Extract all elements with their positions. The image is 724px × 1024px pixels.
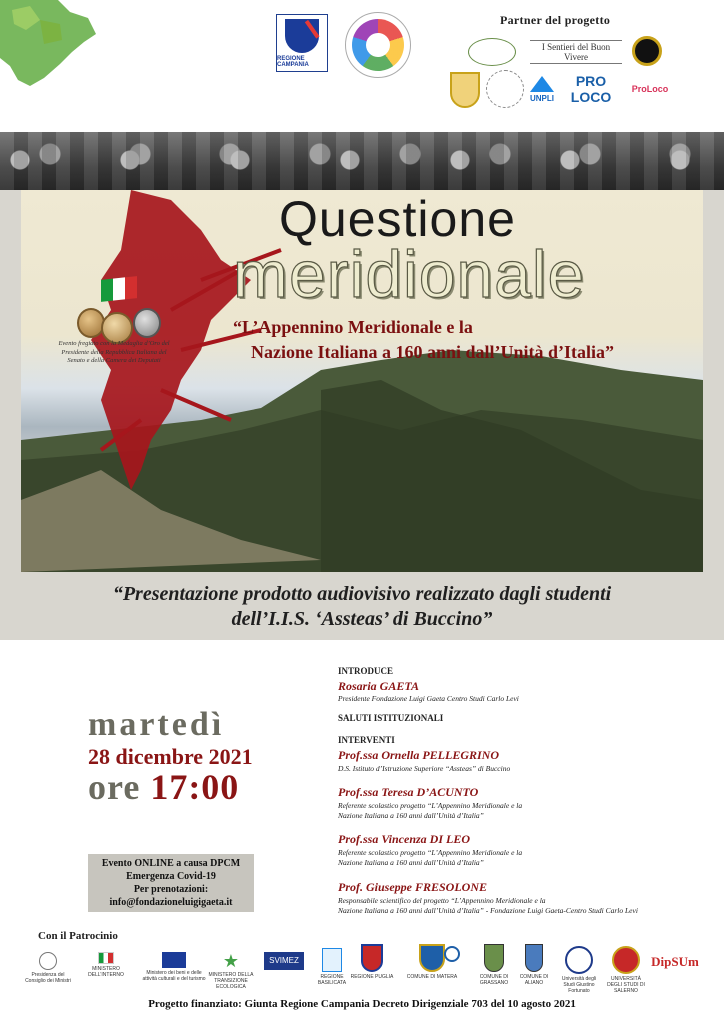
- event-time: ore 17:00: [88, 767, 240, 807]
- unisa-seal: UNIVERSITÀ DEGLI STUDI DI SALERNO: [604, 946, 648, 994]
- unesco-logo: [440, 946, 464, 964]
- unesco-icon: [444, 946, 460, 962]
- star-icon: ★: [222, 951, 240, 971]
- shield-icon: [285, 19, 319, 53]
- speaker-role: Nazione Italiana a 160 anni dall’Unità d’Italia”: [338, 811, 484, 820]
- circular-logo: [486, 70, 524, 108]
- medals-group: [77, 278, 169, 344]
- banner-image: [21, 190, 703, 572]
- saluti-label: SALUTI ISTITUZIONALI: [338, 713, 444, 723]
- quote-line-1: “L’Appennino Meridionale e la: [233, 317, 473, 337]
- gold-badge-logo: [632, 36, 662, 66]
- proloco-logo: PRO LOCO: [570, 73, 612, 105]
- unifortunato-seal: Università degli Studi Giustino Fortunato: [556, 946, 602, 994]
- speaker-name: Prof. Giuseppe FRESOLONE: [338, 880, 488, 894]
- emblem-icon: [39, 952, 57, 970]
- dipsum-logo: DipSUm: [651, 954, 699, 969]
- speaker-name: Prof.ssa Teresa D’ACUNTO: [338, 785, 479, 799]
- transizione-ecologica-logo: ★ MINISTERO DELLA TRANSIZIONE ECOLOGICA: [208, 951, 254, 990]
- unpli-logo: UNPLI: [527, 72, 557, 106]
- basilicata-logo: REGIONE BASILICATA: [314, 948, 350, 986]
- introduce-name: Rosaria GAETA: [338, 679, 420, 693]
- basilicata-icon: [322, 948, 342, 972]
- mibact-icon: [162, 952, 186, 968]
- seal-icon: [612, 946, 640, 974]
- presidenza-emblem: Presidenza del Consiglio dei Ministri: [22, 952, 74, 984]
- speaker-role: D.S. Istituto d’Istruzione Superiore “Assteas” di Buccino: [338, 764, 511, 773]
- medal-caption: Evento fregiato con la Medaglia d’Oro del Presidente della Repubblica Italiana del Senato e della Camera dei Deputati: [58, 340, 170, 364]
- crest-icon: [525, 944, 543, 972]
- interventi-label: INTERVENTI: [338, 735, 395, 745]
- olive-branch-logo: [468, 38, 516, 66]
- fondazione-luigi-gaeta-logo: [345, 12, 411, 78]
- main-panel: [0, 190, 724, 640]
- grassano-crest: COMUNE DI GRASSANO: [474, 944, 514, 986]
- matera-logo: COMUNE DI MATERA: [406, 944, 458, 980]
- sentieri-logo: I Sentieri del Buon Vivere: [530, 40, 622, 64]
- ministero-interno-logo: MINISTERO DELL’INTERNO: [74, 952, 138, 978]
- speaker-name: Prof.ssa Ornella PELLEGRINO: [338, 748, 500, 762]
- proloco-buccino-logo: ProLoco: [631, 84, 669, 94]
- event-info: [0, 640, 724, 920]
- speaker-role: Nazione Italiana a 160 anni dall’Unità d’Italia” - Fondazione Luigi Gaeta-Centro Studi Carlo Levi: [338, 906, 638, 915]
- italian-flag-icon: [98, 952, 114, 964]
- partner-title: Partner del progetto: [500, 13, 611, 27]
- speaker-role: Referente scolastico progetto “L’Appennino Meridionale e la: [338, 801, 523, 810]
- online-notice: Evento ONLINE a causa DPCM Emergenza Covid-19 Per prenotazioni: info@fondazioneluigigaeta.it: [88, 854, 254, 912]
- svimez-icon: SVIMEZ: [264, 952, 304, 970]
- seal-icon: [565, 946, 593, 974]
- aliano-crest: COMUNE DI ALIANO: [516, 944, 552, 986]
- event-date: 28 dicembre 2021: [88, 744, 253, 769]
- svimez-logo: [256, 952, 312, 972]
- title-meridionale: meridionale: [233, 237, 586, 311]
- mibact-logo: Ministero dei beni e delle attività culturali e del turismo: [142, 952, 206, 982]
- event-day: martedì: [88, 706, 225, 743]
- puglia-shield-icon: [361, 944, 383, 972]
- speaker-role: Nazione Italiana a 160 anni dall’Unità d’Italia”: [338, 858, 484, 867]
- medal-icon: [133, 308, 161, 338]
- crest-icon: [484, 944, 504, 972]
- header: [0, 0, 724, 132]
- historical-faces-strip: [0, 132, 724, 190]
- footer-funding: Progetto finanziato: Giunta Regione Campania Decreto Dirigenziale 703 del 10 agosto 2021: [148, 998, 576, 1010]
- speaker-role: Referente scolastico progetto “L’Appennino Meridionale e la: [338, 848, 523, 857]
- town-crest-logo: [450, 72, 480, 108]
- patrocinio-title: Con il Patrocinio: [38, 930, 118, 942]
- introduce-label: INTRODUCE: [338, 666, 394, 676]
- regione-campania-logo: REGIONE CAMPANIA: [276, 14, 328, 72]
- speaker-name: Prof.ssa Vincenza DI LEO: [338, 832, 471, 846]
- italy-map-icon: [0, 0, 110, 100]
- speaker-role: Responsabile scientifico del progetto “L’Appennino Meridionale e la: [338, 896, 546, 905]
- presentation-text: “Presentazione prodotto audiovisivo realizzato dagli studenti dell’I.I.S. ‘Assteas’ di Buccino”: [112, 583, 612, 630]
- puglia-logo: REGIONE PUGLIA: [350, 944, 394, 980]
- title-questione: Questione: [279, 191, 516, 247]
- triangle-icon: [530, 76, 554, 92]
- booking-email[interactable]: info@fondazioneluigigaeta.it: [109, 897, 233, 908]
- italian-flag-icon: [101, 276, 137, 302]
- introduce-role: Presidente Fondazione Luigi Gaeta Centro Studi Carlo Levi: [338, 694, 519, 703]
- quote-line-2: Nazione Italiana a 160 anni dall’Unità d’Italia”: [251, 342, 615, 362]
